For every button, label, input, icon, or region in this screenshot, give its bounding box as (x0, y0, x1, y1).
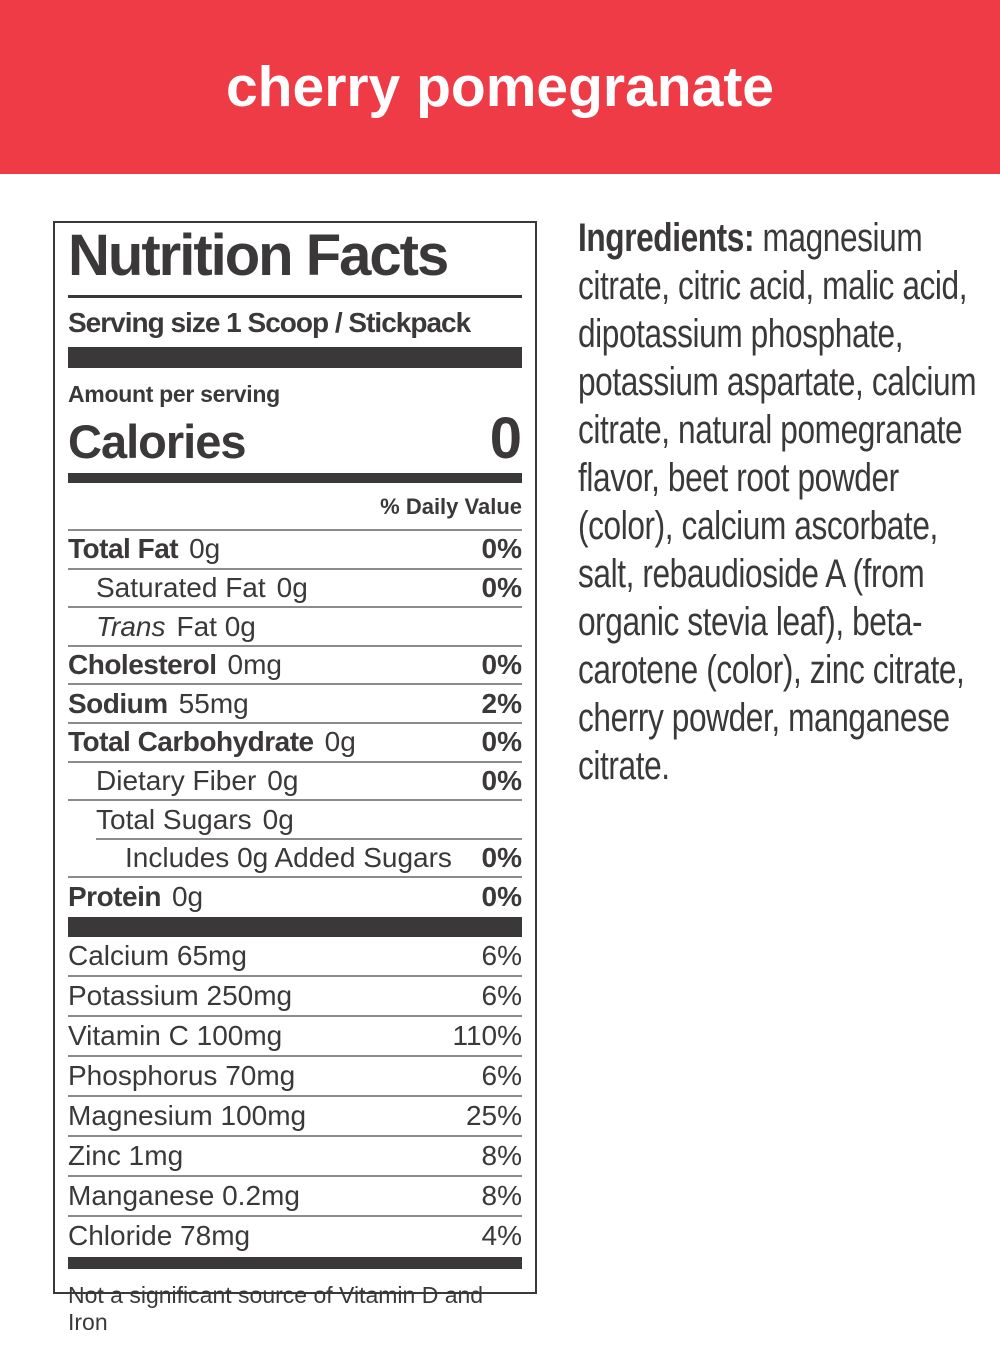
mineral-row (68, 1017, 522, 1057)
mineral-row (68, 1137, 522, 1177)
nutrient-name: Cholesterol (68, 649, 217, 681)
nutrient-name: Protein (68, 880, 161, 912)
footnote: Not a significant source of Vitamin D and Iron (68, 1282, 484, 1336)
mineral-daily-value: 110% (452, 1020, 522, 1052)
nutrient-amount: 0g (276, 571, 308, 603)
mineral-name: Vitamin C 100mg (68, 1020, 283, 1052)
nutrient-amount: 0g (324, 726, 356, 758)
calories-value: 0 (489, 406, 522, 471)
mineral-name: Magnesium 100mg (68, 1100, 307, 1132)
nutrient-daily-value: 0% (481, 533, 522, 565)
nutrient-name: Dietary Fiber (96, 764, 257, 796)
nutrient-daily-value: 0% (481, 726, 522, 758)
nutrient-amount: Fat 0g (176, 610, 256, 642)
calories-label: Calories (68, 415, 246, 468)
nutrient-name: Trans (96, 610, 166, 642)
thick-divider-bar-2 (68, 917, 522, 937)
mineral-daily-value: 4% (481, 1220, 522, 1252)
nutrient-amount: 0g (189, 533, 221, 565)
mineral-row (68, 1057, 522, 1097)
nutrient-name: Total Sugars (96, 803, 252, 835)
nutrient-daily-value: 0% (481, 764, 522, 796)
mineral-daily-value: 8% (481, 1140, 522, 1172)
nutrient-rows (68, 529, 522, 917)
ingredients-text: magnesium citrate, citric acid, malic acid, dipotassium phosphate, potassium aspartate, calcium citrate, natural pomegranate flavor, beet root powder (color), calcium ascorbate, salt, rebaudioside A (from organic stevia leaf), beta-carotene (color), zinc citrate, cherry powder, manganese citrate. (578, 216, 977, 788)
mineral-daily-value: 25% (465, 1100, 522, 1132)
nutrient-amount: 0g (171, 880, 204, 912)
nutrient-amount: 0mg (227, 649, 282, 681)
nutrient-row (68, 801, 522, 840)
mineral-row (68, 1097, 522, 1137)
nutrient-daily-value: 0% (481, 880, 522, 912)
nutrient-row (68, 570, 522, 609)
serving-size: Serving size 1 Scoop / Stickpack (68, 307, 471, 338)
nutrient-amount: 0g (267, 764, 299, 796)
mineral-name: Manganese 0.2mg (68, 1180, 300, 1212)
mineral-name: Phosphorus 70mg (68, 1060, 296, 1092)
nutrient-name: Includes 0g Added Sugars (125, 842, 452, 874)
nutrient-row (68, 685, 522, 724)
mineral-row (68, 1177, 522, 1217)
mineral-row (68, 977, 522, 1017)
mineral-name: Potassium 250mg (68, 980, 293, 1012)
nutrient-row (68, 878, 522, 917)
nutrition-facts-title: Nutrition Facts (68, 223, 448, 288)
nutrient-row (68, 724, 522, 763)
mineral-name: Chloride 78mg (68, 1220, 251, 1252)
nutrient-row (68, 608, 522, 647)
mineral-daily-value: 6% (481, 1060, 522, 1092)
nutrient-row (68, 840, 522, 879)
nutrient-daily-value: 0% (481, 649, 522, 681)
nutrient-name: Sodium (68, 687, 168, 719)
nutrient-row (68, 763, 522, 802)
thick-divider-bar (68, 347, 522, 368)
daily-value-header: % Daily Value (380, 494, 522, 520)
mineral-rows (68, 937, 522, 1257)
flavor-title: cherry pomegranate (225, 54, 775, 119)
nutrient-name: Saturated Fat (96, 571, 266, 603)
nutrient-daily-value: 0% (481, 571, 522, 603)
nutrient-name: Total Fat (68, 533, 179, 565)
nutrient-amount: 0g (262, 803, 294, 835)
calories-row (68, 406, 522, 471)
nutrient-amount: 55mg (178, 687, 249, 719)
mineral-row (68, 1217, 522, 1257)
nutrition-facts-panel (53, 221, 537, 1336)
mineral-daily-value: 6% (481, 980, 522, 1012)
ingredients-paragraph (578, 214, 977, 790)
ingredients-section (578, 214, 998, 790)
nutrient-daily-value: 2% (481, 687, 522, 719)
medium-divider-bar (68, 473, 522, 483)
mineral-name: Zinc 1mg (68, 1140, 184, 1172)
mineral-name: Calcium 65mg (68, 940, 247, 972)
mineral-daily-value: 8% (481, 1180, 522, 1212)
nutrient-daily-value: 0% (481, 842, 522, 874)
ingredients-label: Ingredients: (578, 216, 755, 260)
flavor-banner (0, 0, 1000, 174)
nutrient-row (68, 647, 522, 686)
nutrient-name: Total Carbohydrate (68, 726, 314, 758)
mineral-daily-value: 6% (481, 940, 522, 972)
thin-divider-bar (68, 1257, 522, 1269)
amount-per-serving-label: Amount per serving (68, 381, 280, 407)
nutrient-row (68, 531, 522, 570)
mineral-row (68, 937, 522, 977)
